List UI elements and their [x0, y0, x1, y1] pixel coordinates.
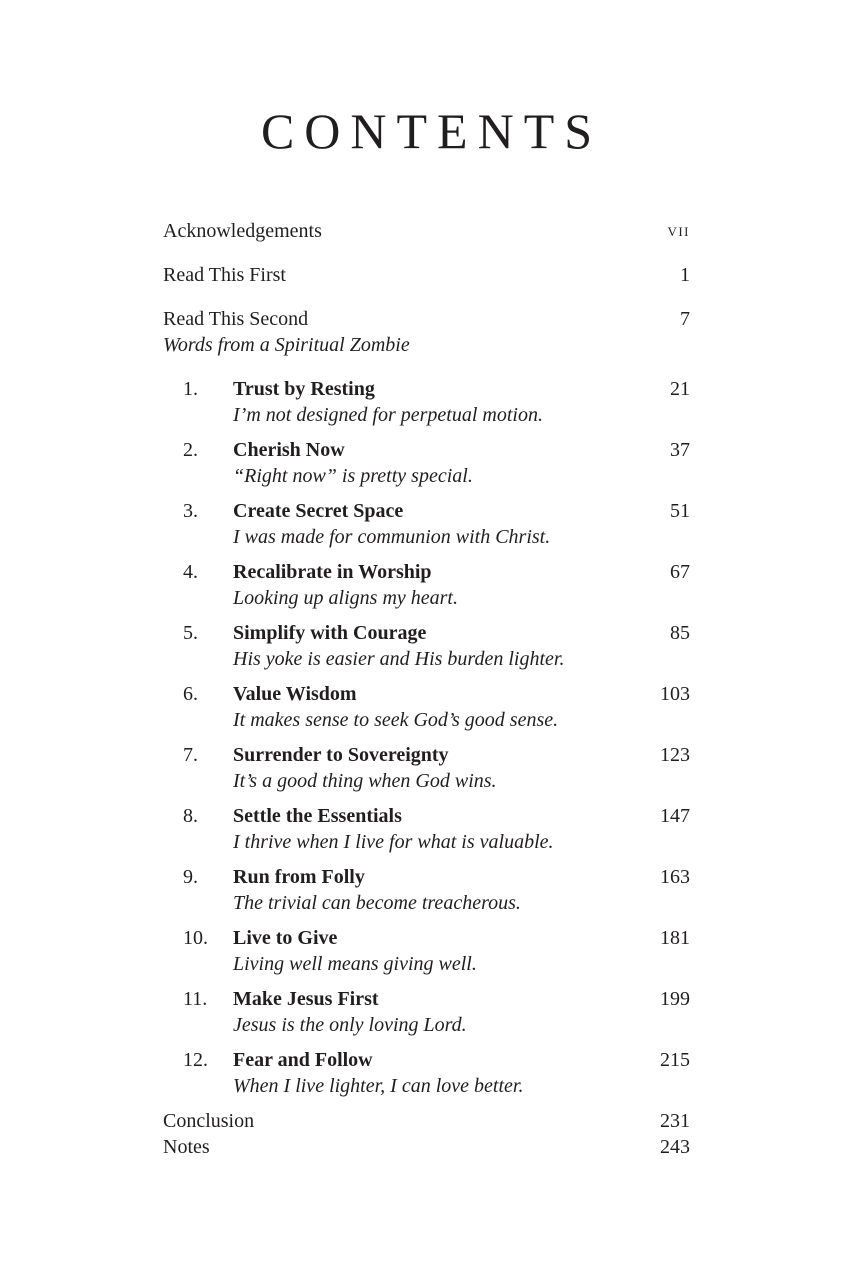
toc-chapter-text: [233, 986, 648, 1038]
toc-entry-page-number: 51: [670, 500, 690, 522]
toc-chapter-text: [233, 925, 648, 977]
toc-entry-page-number: 7: [680, 308, 690, 330]
chapters-section: [163, 376, 690, 1099]
toc-chapter-subtitle: “Right now” is pretty special.: [233, 465, 473, 487]
toc-entry-page-number: 67: [670, 561, 690, 583]
toc-chapter-text: [233, 864, 648, 916]
toc-chapter-entry: [163, 681, 690, 733]
front-matter-section: [163, 218, 690, 358]
toc-chapter-number: 12.: [183, 1049, 208, 1071]
toc-chapter-title: Run from Folly: [233, 866, 365, 888]
toc-chapter-number: 11.: [183, 988, 208, 1010]
toc-entry-subtitle: Words from a Spiritual Zombie: [163, 334, 410, 356]
toc-chapter-subtitle: Living well means giving well.: [233, 953, 477, 975]
toc-chapter-title: Value Wisdom: [233, 683, 357, 705]
toc-entry-text: [163, 218, 655, 244]
toc-entry-page-number: 1: [680, 264, 690, 286]
toc-chapter-title: Settle the Essentials: [233, 805, 402, 827]
toc-chapter-subtitle: I thrive when I live for what is valuable.: [233, 831, 554, 853]
toc-chapter-title: Simplify with Courage: [233, 622, 427, 644]
toc-chapter-subtitle: It makes sense to seek God’s good sense.: [233, 709, 559, 731]
toc-chapter-number: 1.: [183, 378, 198, 400]
toc-entry-text: [163, 306, 668, 358]
toc-chapter-title: Live to Give: [233, 927, 338, 949]
toc-chapter-text: [233, 437, 658, 489]
toc-entry-label: Read This Second: [163, 308, 309, 330]
page-title: CONTENTS: [260, 103, 603, 159]
toc-entry-page-number: vii: [667, 220, 690, 241]
toc-entry: [163, 218, 690, 244]
toc-entry-text: [163, 262, 668, 288]
toc-entry-page-number: 147: [660, 805, 690, 827]
toc-entry-page-number: 85: [670, 622, 690, 644]
toc-chapter-title: Recalibrate in Worship: [233, 561, 432, 583]
toc-entry-page-number: 103: [660, 683, 690, 705]
toc-chapter-text: [233, 559, 658, 611]
toc-chapter-text: [233, 742, 648, 794]
toc-chapter-text: [233, 376, 658, 428]
toc-chapter-number: 6.: [183, 683, 198, 705]
toc-chapter-subtitle: Jesus is the only loving Lord.: [233, 1014, 467, 1036]
toc-chapter-text: [233, 498, 658, 550]
back-matter-section: [163, 1108, 690, 1160]
toc-chapter-entry: [163, 803, 690, 855]
toc-entry-text: [163, 1134, 648, 1160]
toc-entry-label: Read This First: [163, 264, 286, 286]
toc-entry-label: Acknowledgements: [163, 220, 322, 242]
toc-chapter-subtitle: Looking up aligns my heart.: [233, 587, 458, 609]
toc-chapter-subtitle: When I live lighter, I can love better.: [233, 1075, 524, 1097]
toc-chapter-text: [233, 803, 648, 855]
toc-chapter-text: [233, 1047, 648, 1099]
toc-chapter-entry: [163, 925, 690, 977]
toc-chapter-number: 5.: [183, 622, 198, 644]
toc-chapter-number: 2.: [183, 439, 198, 461]
toc-chapter-entry: [163, 986, 690, 1038]
toc-entry: [163, 306, 690, 358]
toc-entry-page-number: 215: [660, 1049, 690, 1071]
toc-chapter-text: [233, 681, 648, 733]
toc-entry-page-number: 123: [660, 744, 690, 766]
toc-chapter-entry: [163, 498, 690, 550]
toc-entry-page-number: 243: [660, 1136, 690, 1158]
toc-chapter-entry: [163, 864, 690, 916]
toc-chapter-subtitle: It’s a good thing when God wins.: [233, 770, 497, 792]
toc-chapter-text: [233, 620, 658, 672]
toc-entry: [163, 262, 690, 288]
toc-chapter-number: 10.: [183, 927, 208, 949]
toc-chapter-number: 7.: [183, 744, 198, 766]
toc-chapter-subtitle: His yoke is easier and His burden lighter.: [233, 648, 565, 670]
toc-chapter-entry: [163, 742, 690, 794]
toc-chapter-title: Fear and Follow: [233, 1049, 373, 1071]
toc-chapter-number: 3.: [183, 500, 198, 522]
toc-chapter-subtitle: I’m not designed for perpetual motion.: [233, 404, 543, 426]
toc-entry-page-number: 181: [660, 927, 690, 949]
toc-chapter-subtitle: The trivial can become treacherous.: [233, 892, 521, 914]
toc-chapter-entry: [163, 620, 690, 672]
toc-chapter-entry: [163, 437, 690, 489]
toc-entry-page-number: 231: [660, 1110, 690, 1132]
toc-chapter-title: Make Jesus First: [233, 988, 379, 1010]
toc-entry-page-number: 21: [670, 378, 690, 400]
toc-chapter-number: 8.: [183, 805, 198, 827]
toc-chapter-title: Surrender to Sovereignty: [233, 744, 449, 766]
toc-chapter-entry: [163, 559, 690, 611]
table-of-contents: [163, 218, 690, 1160]
toc-chapter-number: 9.: [183, 866, 198, 888]
toc-entry: [163, 1108, 690, 1134]
toc-entry-label: Notes: [163, 1136, 210, 1158]
toc-chapter-title: Create Secret Space: [233, 500, 404, 522]
toc-entry-text: [163, 1108, 648, 1134]
toc-chapter-entry: [163, 1047, 690, 1099]
toc-chapter-subtitle: I was made for communion with Christ.: [233, 526, 551, 548]
toc-chapter-title: Cherish Now: [233, 439, 345, 461]
toc-entry-page-number: 37: [670, 439, 690, 461]
toc-chapter-title: Trust by Resting: [233, 378, 375, 400]
toc-entry: [163, 1134, 690, 1160]
toc-entry-page-number: 163: [660, 866, 690, 888]
toc-chapter-number: 4.: [183, 561, 198, 583]
toc-chapter-entry: [163, 376, 690, 428]
toc-entry-label: Conclusion: [163, 1110, 255, 1132]
toc-entry-page-number: 199: [660, 988, 690, 1010]
